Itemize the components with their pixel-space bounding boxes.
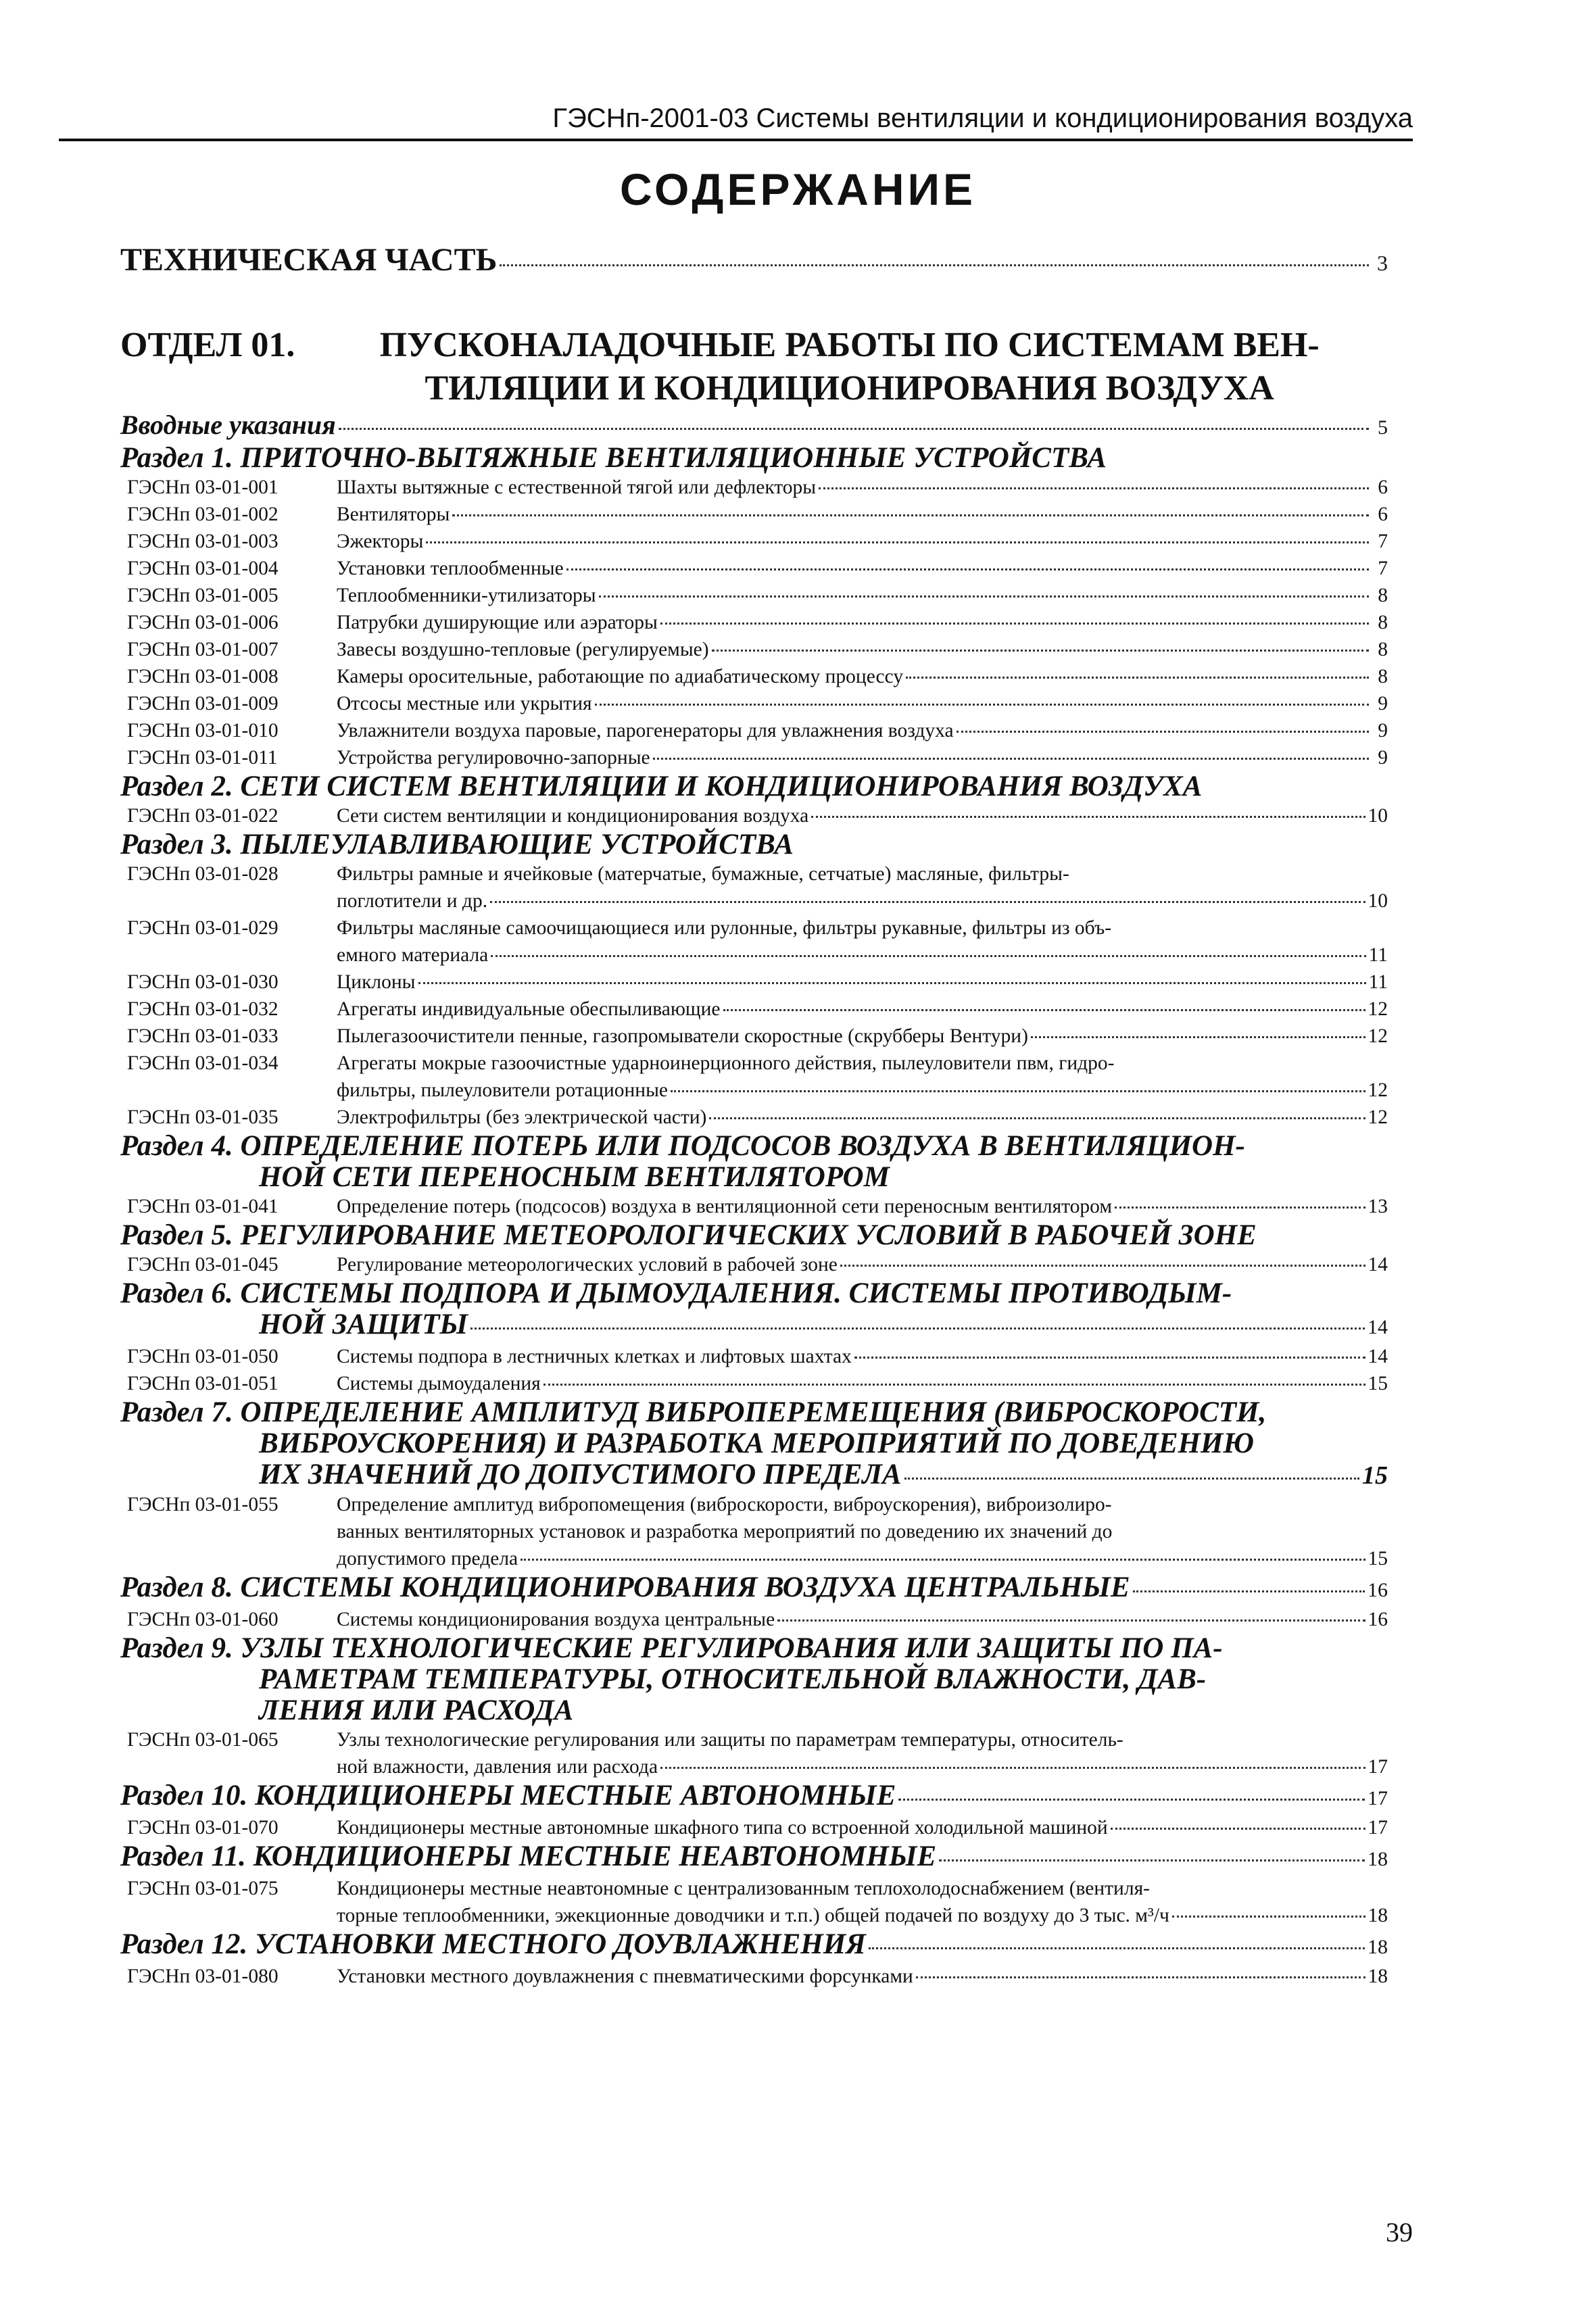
dot-leader: [595, 704, 1369, 706]
entry-title-row: [337, 969, 1388, 996]
toc-entry[interactable]: [120, 636, 1388, 663]
toc-page-number: 6: [1378, 477, 1388, 498]
entry-code: ГЭСНп 03-01-030: [127, 971, 279, 993]
toc-entry[interactable]: [120, 1814, 1388, 1841]
entry-title-row: [337, 1104, 1388, 1131]
entry-title-row: [337, 528, 1388, 555]
entry-body: [337, 717, 1388, 744]
entry-title-line: Пылегазоочистители пенные, газопромыватели скоростные (скрубберы Вентури): [337, 1025, 1028, 1047]
entry-title-row: [337, 636, 1388, 663]
toc-page-number: 13: [1368, 1196, 1388, 1217]
entry-code: ГЭСНп 03-01-002: [127, 504, 279, 525]
toc-sections: [120, 443, 1388, 1990]
entry-title-row: [337, 501, 1388, 528]
section-heading-line[interactable]: [120, 1695, 1388, 1726]
toc-entry[interactable]: [120, 996, 1388, 1023]
dot-leader: [470, 1327, 1365, 1330]
dot-leader: [671, 1090, 1365, 1092]
toc-entry[interactable]: [120, 501, 1388, 528]
section-heading-line[interactable]: [120, 1220, 1388, 1251]
entry-code: ГЭСНп 03-01-029: [127, 917, 279, 939]
dot-leader: [521, 1559, 1365, 1561]
section-heading-text: Раздел 10. КОНДИЦИОНЕРЫ МЕСТНЫЕ АВТОНОМНЫЕ: [120, 1780, 896, 1811]
entry-title-row: [337, 1902, 1388, 1929]
toc-page-number: 11: [1368, 944, 1388, 966]
entry-code: ГЭСНп 03-01-035: [127, 1106, 279, 1128]
entry-body: [337, 555, 1388, 582]
toc-entry[interactable]: [120, 1023, 1388, 1050]
dot-leader: [599, 595, 1369, 598]
toc-page-number: 12: [1368, 1106, 1388, 1128]
entry-title-line: Фильтры масляные самоочищающиеся или рулонные, фильтры рукавные, фильтры из объ-: [337, 917, 1112, 939]
toc-section: [120, 829, 1388, 1131]
dot-leader: [712, 650, 1369, 652]
toc-page-number: 7: [1378, 558, 1388, 579]
dot-leader: [854, 1357, 1365, 1359]
entry-title-line: емного материала: [337, 944, 489, 966]
toc-entry[interactable]: [120, 555, 1388, 582]
entry-body: [337, 1023, 1388, 1050]
section-heading-text: Раздел 11. КОНДИЦИОНЕРЫ МЕСТНЫЕ НЕАВТОНОМНЫЕ: [120, 1841, 937, 1872]
entry-title-line: допустимого предела: [337, 1548, 518, 1569]
entry-title-row: [337, 717, 1388, 744]
dot-leader: [898, 1799, 1365, 1801]
entry-title-line: Теплообменники-утилизаторы: [337, 585, 596, 606]
section-heading-text: Раздел 12. УСТАНОВКИ МЕСТНОГО ДОУВЛАЖНЕНИЯ: [120, 1928, 866, 1960]
table-of-contents: [120, 233, 1388, 1990]
toc-entry[interactable]: [120, 1104, 1388, 1131]
entry-title-line: ванных вентиляторных установок и разработка мероприятий по доведению их значений до: [337, 1521, 1113, 1542]
section-heading-line[interactable]: [120, 1572, 1388, 1606]
section-heading-text: Раздел 8. СИСТЕМЫ КОНДИЦИОНИРОВАНИЯ ВОЗДУХА ЦЕНТРАЛЬНЫЕ: [120, 1571, 1130, 1603]
entry-code: ГЭСНп 03-01-080: [127, 1966, 279, 1987]
toc-page-number: 12: [1368, 998, 1388, 1020]
toc-entry[interactable]: [120, 969, 1388, 996]
toc-section: [120, 1780, 1388, 1841]
dot-leader: [916, 1976, 1365, 1978]
entry-title-line: Установки местного доувлажнения с пневматическими форсунками: [337, 1966, 913, 1987]
entry-code: ГЭСНп 03-01-004: [127, 558, 279, 579]
toc-page-number: 16: [1368, 1609, 1388, 1630]
entry-body: [337, 663, 1388, 690]
entry-title-line: Увлажнители воздуха паровые, парогенераторы для увлажнения воздуха: [337, 720, 954, 741]
department-title-line: ПУСКОНАЛАДОЧНЫЕ РАБОТЫ ПО СИСТЕМАМ ВЕН-: [379, 326, 1320, 364]
section-heading-text: РАМЕТРАМ ТЕМПЕРАТУРЫ, ОТНОСИТЕЛЬНОЙ ВЛАЖНОСТИ, ДАВ-: [259, 1663, 1207, 1695]
toc-introduction[interactable]: [120, 410, 1388, 443]
entry-title-row: [337, 1077, 1388, 1104]
toc-page-number: 14: [1368, 1254, 1388, 1275]
toc-entry[interactable]: [120, 1491, 1388, 1572]
entry-title-line: Агрегаты мокрые газоочистные ударноинерционного действия, пылеуловители пвм, гидро-: [337, 1052, 1115, 1074]
toc-section: [120, 1278, 1388, 1397]
section-heading-text: Раздел 4. ОПРЕДЕЛЕНИЕ ПОТЕРЬ ИЛИ ПОДСОСОВ ВОЗДУХА В ВЕНТИЛЯЦИОН-: [120, 1130, 1245, 1162]
toc-entry[interactable]: [120, 1251, 1388, 1278]
dot-leader: [811, 816, 1365, 818]
toc-page-number: 8: [1378, 585, 1388, 606]
entry-body: [337, 1104, 1388, 1131]
toc-page-number: 15: [1368, 1373, 1388, 1394]
entry-title-row: [337, 887, 1388, 915]
entry-code: ГЭСНп 03-01-075: [127, 1878, 279, 1899]
entry-title-line: Циклоны: [337, 971, 416, 993]
entry-code: ГЭСНп 03-01-003: [127, 531, 279, 552]
dot-leader: [452, 514, 1369, 516]
entry-title-row: [337, 1606, 1388, 1633]
toc-page-number: 15: [1368, 1548, 1388, 1569]
entry-code: ГЭСНп 03-01-060: [127, 1609, 279, 1630]
entry-body: [337, 1370, 1388, 1397]
toc-entry[interactable]: [120, 717, 1388, 744]
entry-title-line: Отсосы местные или укрытия: [337, 693, 592, 714]
toc-entry[interactable]: [120, 609, 1388, 636]
toc-page-number: 12: [1368, 1025, 1388, 1047]
entry-title-line: Камеры оросительные, работающие по адиабатическому процессу: [337, 666, 904, 687]
entry-title-line: Шахты вытяжные с естественной тягой или дефлекторы: [337, 477, 817, 498]
entry-title-line: Завесы воздушно-тепловые (регулируемые): [337, 639, 709, 660]
toc-entry[interactable]: [120, 582, 1388, 609]
toc-page-number: 14: [1368, 1346, 1388, 1367]
entry-title-row: [337, 474, 1388, 501]
entry-code: ГЭСНп 03-01-070: [127, 1817, 279, 1838]
section-heading-text: Раздел 6. СИСТЕМЫ ПОДПОРА И ДЫМОУДАЛЕНИЯ. СИСТЕМЫ ПРОТИВОДЫМ-: [120, 1277, 1232, 1309]
entry-code: ГЭСНп 03-01-045: [127, 1254, 279, 1275]
dot-leader: [566, 568, 1369, 570]
entry-body: [337, 860, 1388, 915]
section-heading-line[interactable]: [120, 1841, 1388, 1875]
toc-page-number: 11: [1368, 971, 1388, 993]
toc-entry[interactable]: [120, 744, 1388, 771]
entry-title-line: поглотители и др.: [337, 890, 488, 912]
section-heading-text: НОЙ ЗАЩИТЫ: [259, 1309, 468, 1340]
page-title: СОДЕРЖАНИЕ: [619, 164, 977, 214]
entry-body: [337, 1875, 1388, 1929]
toc-page-number: 16: [1368, 1579, 1388, 1601]
entry-code: ГЭСНп 03-01-010: [127, 720, 279, 741]
entry-title-line: Узлы технологические регулирования или защиты по параметрам температуры, относитель-: [337, 1729, 1123, 1751]
toc-section: [120, 1841, 1388, 1929]
entry-title-line: Фильтры рамные и ячейковые (матерчатые, бумажные, сетчатые) масляные, фильтры-: [337, 863, 1069, 885]
dot-leader: [840, 1265, 1365, 1267]
dot-leader: [869, 1947, 1365, 1949]
entry-title-row: [337, 1814, 1388, 1841]
toc-section: [120, 443, 1388, 771]
entry-title-line: ной влажности, давления или расхода: [337, 1756, 658, 1778]
section-heading-text: ВИБРОУСКОРЕНИЯ) И РАЗРАБОТКА МЕРОПРИЯТИЙ ПО ДОВЕДЕНИЮ: [259, 1428, 1254, 1459]
entry-title-row: [337, 690, 1388, 717]
toc-page-number: 5: [1378, 416, 1388, 439]
dot-leader: [1031, 1036, 1365, 1038]
entry-body: [337, 1606, 1388, 1633]
dot-leader: [723, 1009, 1365, 1011]
section-heading-line[interactable]: [120, 1131, 1388, 1162]
entry-body: [337, 609, 1388, 636]
dot-leader: [418, 982, 1366, 984]
entry-title-line: фильтры, пылеуловители ротационные: [337, 1079, 668, 1101]
toc-entry[interactable]: [120, 1875, 1388, 1929]
entry-title-row: [337, 1963, 1388, 1990]
toc-page-number: 6: [1378, 504, 1388, 525]
toc-technical-part[interactable]: [120, 233, 1388, 290]
entry-code: ГЭСНп 03-01-009: [127, 693, 279, 714]
toc-page-number: 18: [1368, 1905, 1388, 1926]
section-heading-line[interactable]: [120, 1309, 1388, 1343]
entry-title-row: [337, 582, 1388, 609]
toc-page-number: 17: [1368, 1787, 1388, 1809]
section-heading-line[interactable]: [120, 771, 1388, 802]
entry-code: ГЭСНп 03-01-028: [127, 863, 279, 885]
page-number: 39: [1386, 2217, 1413, 2247]
entry-body: [337, 528, 1388, 555]
entry-code: ГЭСНп 03-01-005: [127, 585, 279, 606]
entry-body: [337, 1491, 1388, 1572]
dot-leader: [490, 901, 1365, 903]
toc-page-number: 9: [1378, 747, 1388, 769]
dot-leader: [1172, 1916, 1365, 1918]
section-heading-text: ЛЕНИЯ ИЛИ РАСХОДА: [259, 1695, 574, 1726]
entry-title-row: [337, 744, 1388, 771]
entry-title-line: Патрубки душирующие или аэраторы: [337, 612, 658, 633]
entry-body: [337, 996, 1388, 1023]
toc-page-number: 18: [1368, 1848, 1388, 1870]
entry-body: [337, 1814, 1388, 1841]
department-title: [311, 324, 1388, 410]
dot-leader: [491, 955, 1365, 957]
toc-entry[interactable]: [120, 1193, 1388, 1220]
toc-page-number: 8: [1378, 639, 1388, 660]
entry-code: ГЭСНп 03-01-006: [127, 612, 279, 633]
entry-code: ГЭСНп 03-01-034: [127, 1052, 279, 1074]
toc-section: [120, 1633, 1388, 1780]
department-heading: [120, 324, 1388, 410]
toc-page-number: 14: [1368, 1316, 1388, 1338]
toc-entry[interactable]: [120, 1963, 1388, 1990]
dot-leader: [1111, 1828, 1365, 1830]
toc-page-number: 18: [1368, 1966, 1388, 1987]
dot-leader: [660, 623, 1369, 625]
entry-title-row: [337, 802, 1388, 829]
department-number: ОТДЕЛ 01.: [120, 326, 295, 364]
entry-title-row: [337, 1753, 1388, 1780]
toc-page-number: 15: [1362, 1461, 1388, 1490]
dot-leader: [906, 677, 1369, 679]
section-heading-line[interactable]: [120, 1397, 1388, 1428]
entry-body: [337, 1343, 1388, 1370]
entry-body: [337, 969, 1388, 996]
toc-page-number: 7: [1378, 531, 1388, 552]
toc-page-number: 18: [1368, 1936, 1388, 1958]
section-heading-text: Раздел 7. ОПРЕДЕЛЕНИЕ АМПЛИТУД ВИБРОПЕРЕМЕЩЕНИЯ (ВИБРОСКОРОСТИ,: [120, 1396, 1267, 1428]
entry-title-line: Сети систем вентиляции и кондиционирования воздуха: [337, 805, 809, 827]
department-title-line: ТИЛЯЦИИ И КОНДИЦИОНИРОВАНИЯ ВОЗДУХА: [425, 369, 1274, 408]
dot-leader: [660, 1767, 1365, 1769]
entry-title-line: Системы подпора в лестничных клетках и лифтовых шахтах: [337, 1346, 852, 1367]
entry-code: ГЭСНп 03-01-007: [127, 639, 279, 660]
toc-entry[interactable]: [120, 1343, 1388, 1370]
toc-entry[interactable]: [120, 802, 1388, 829]
entry-code: ГЭСНп 03-01-050: [127, 1346, 279, 1367]
entry-code: ГЭСНп 03-01-055: [127, 1494, 279, 1515]
entry-code: ГЭСНп 03-01-008: [127, 666, 279, 687]
entry-title-line: Электрофильтры (без электрической части): [337, 1106, 707, 1128]
toc-section: [120, 771, 1388, 829]
section-heading-line[interactable]: [120, 1633, 1388, 1664]
entry-title-line: Агрегаты индивидуальные обеспыливающие: [337, 998, 721, 1020]
entry-code: ГЭСНп 03-01-041: [127, 1196, 279, 1217]
toc-page-number: 3: [1377, 251, 1388, 275]
toc-section: [120, 1572, 1388, 1633]
section-heading-line[interactable]: [120, 1929, 1388, 1963]
entry-title-row: [337, 1023, 1388, 1050]
toc-page-number: 9: [1378, 693, 1388, 714]
toc-entry[interactable]: [120, 690, 1388, 717]
section-heading-text: Раздел 9. УЗЛЫ ТЕХНОЛОГИЧЕСКИЕ РЕГУЛИРОВАНИЯ ИЛИ ЗАЩИТЫ ПО ПА-: [120, 1632, 1223, 1664]
running-head: ГЭСНп-2001-03 Системы вентиляции и кондиционирования воздуха: [552, 103, 1413, 133]
toc-page-number: 8: [1378, 612, 1388, 633]
section-heading-line[interactable]: [120, 1278, 1388, 1309]
entry-title-row: [337, 942, 1388, 969]
entry-title-line: Кондиционеры местные автономные шкафного типа со встроенной холодильной машиной: [337, 1817, 1108, 1838]
entry-title-line: Вентиляторы: [337, 504, 450, 525]
toc-entry[interactable]: [120, 1370, 1388, 1397]
entry-title-line: Определение потерь (подсосов) воздуха в вентиляционной сети переносным вентилятором: [337, 1196, 1112, 1217]
entry-title-line: Эжекторы: [337, 531, 424, 552]
toc-entry[interactable]: [120, 1726, 1388, 1780]
toc-entry[interactable]: [120, 1606, 1388, 1633]
entry-title-line: Регулирование метеорологических условий в рабочей зоне: [337, 1254, 838, 1275]
entry-body: [337, 474, 1388, 501]
toc-section: [120, 1397, 1388, 1572]
toc-page-number: 17: [1368, 1756, 1388, 1778]
entry-title-row: [337, 996, 1388, 1023]
toc-entry[interactable]: [120, 663, 1388, 690]
dot-leader: [543, 1384, 1365, 1386]
section-heading-line[interactable]: [120, 1459, 1388, 1491]
entry-code: ГЭСНп 03-01-033: [127, 1025, 279, 1047]
dot-leader: [777, 1619, 1365, 1622]
entry-title-line: Установки теплообменные: [337, 558, 564, 579]
toc-entry[interactable]: [120, 915, 1388, 969]
entry-title-row: [337, 663, 1388, 690]
toc-technical-part-label: ТЕХНИЧЕСКАЯ ЧАСТЬ: [120, 242, 498, 278]
header-rule: [59, 139, 1413, 141]
dot-leader: [957, 731, 1369, 733]
dot-leader: [500, 264, 1369, 266]
entry-code: ГЭСНп 03-01-051: [127, 1373, 279, 1394]
toc-page-number: 10: [1368, 805, 1388, 827]
toc-page-number: 10: [1368, 890, 1388, 912]
toc-page-number: 8: [1378, 666, 1388, 687]
toc-section: [120, 1131, 1388, 1220]
entry-title-row: [337, 1370, 1388, 1397]
entry-code: ГЭСНп 03-01-011: [127, 747, 278, 769]
entry-body: [337, 582, 1388, 609]
section-heading-line[interactable]: [120, 829, 1388, 860]
dot-leader: [426, 541, 1369, 543]
section-heading-text: ИХ ЗНАЧЕНИЙ ДО ДОПУСТИМОГО ПРЕДЕЛА: [259, 1459, 902, 1490]
toc-page-number: 9: [1378, 720, 1388, 741]
entry-body: [337, 1050, 1388, 1104]
entry-code: ГЭСНп 03-01-065: [127, 1729, 279, 1751]
dot-leader: [819, 487, 1369, 489]
entry-body: [337, 744, 1388, 771]
entry-title-row: [337, 1251, 1388, 1278]
toc-entry[interactable]: [120, 528, 1388, 555]
section-heading-line[interactable]: [120, 1162, 1388, 1193]
dot-leader: [339, 428, 1369, 430]
entry-title-row: [337, 1343, 1388, 1370]
dot-leader: [939, 1859, 1365, 1861]
entry-title-row: [337, 1193, 1388, 1220]
section-heading-text: Раздел 5. РЕГУЛИРОВАНИЕ МЕТЕОРОЛОГИЧЕСКИХ УСЛОВИЙ В РАБОЧЕЙ ЗОНЕ: [120, 1219, 1257, 1251]
section-heading-text: Раздел 2. СЕТИ СИСТЕМ ВЕНТИЛЯЦИИ И КОНДИЦИОНИРОВАНИЯ ВОЗДУХА: [120, 771, 1203, 802]
dot-leader: [1133, 1590, 1365, 1592]
toc-page-number: 17: [1368, 1817, 1388, 1838]
toc-introduction-label: Вводные указания: [120, 410, 336, 440]
toc-section: [120, 1929, 1388, 1990]
section-heading-line[interactable]: [120, 1428, 1388, 1459]
entry-title-row: [337, 609, 1388, 636]
entry-body: [337, 915, 1388, 969]
section-heading-text: Раздел 3. ПЫЛЕУЛАВЛИВАЮЩИЕ УСТРОЙСТВА: [120, 829, 794, 860]
toc-entry[interactable]: [120, 860, 1388, 915]
entry-body: [337, 1193, 1388, 1220]
dot-leader: [653, 758, 1369, 760]
dot-leader: [904, 1478, 1359, 1480]
entry-code: ГЭСНп 03-01-022: [127, 805, 279, 827]
entry-body: [337, 690, 1388, 717]
section-heading-line[interactable]: [120, 443, 1388, 474]
section-heading-text: Раздел 1. ПРИТОЧНО-ВЫТЯЖНЫЕ ВЕНТИЛЯЦИОННЫЕ УСТРОЙСТВА: [120, 442, 1107, 474]
entry-body: [337, 1726, 1388, 1780]
entry-code: ГЭСНп 03-01-032: [127, 998, 279, 1020]
entry-body: [337, 636, 1388, 663]
entry-title-line: торные теплообменники, эжекционные доводчики и т.п.) общей подачей по воздуху до 3 тыс. м³/ч: [337, 1905, 1169, 1926]
dot-leader: [709, 1117, 1365, 1119]
entry-body: [337, 802, 1388, 829]
toc-section: [120, 1220, 1388, 1278]
entry-title-line: Устройства регулировочно-запорные: [337, 747, 650, 769]
entry-body: [337, 1963, 1388, 1990]
entry-title-line: Кондиционеры местные неавтономные с централизованным теплохолодоснабжением (вентиля-: [337, 1878, 1150, 1899]
entry-title-line: Системы дымоудаления: [337, 1373, 541, 1394]
entry-body: [337, 501, 1388, 528]
section-heading-line[interactable]: [120, 1664, 1388, 1695]
toc-entry[interactable]: [120, 474, 1388, 501]
entry-title-row: [337, 1545, 1388, 1572]
entry-title-line: Системы кондиционирования воздуха центральные: [337, 1609, 775, 1630]
dot-leader: [1115, 1207, 1365, 1209]
entry-title-row: [337, 555, 1388, 582]
section-heading-text: НОЙ СЕТИ ПЕРЕНОСНЫМ ВЕНТИЛЯТОРОМ: [259, 1161, 890, 1193]
entry-body: [337, 1251, 1388, 1278]
entry-code: ГЭСНп 03-01-001: [127, 477, 279, 498]
toc-entry[interactable]: [120, 1050, 1388, 1104]
section-heading-line[interactable]: [120, 1780, 1388, 1814]
entry-title-line: Определение амплитуд вибропомещения (виброскорости, виброускорения), виброизолиро-: [337, 1494, 1112, 1515]
toc-page-number: 12: [1368, 1079, 1388, 1101]
